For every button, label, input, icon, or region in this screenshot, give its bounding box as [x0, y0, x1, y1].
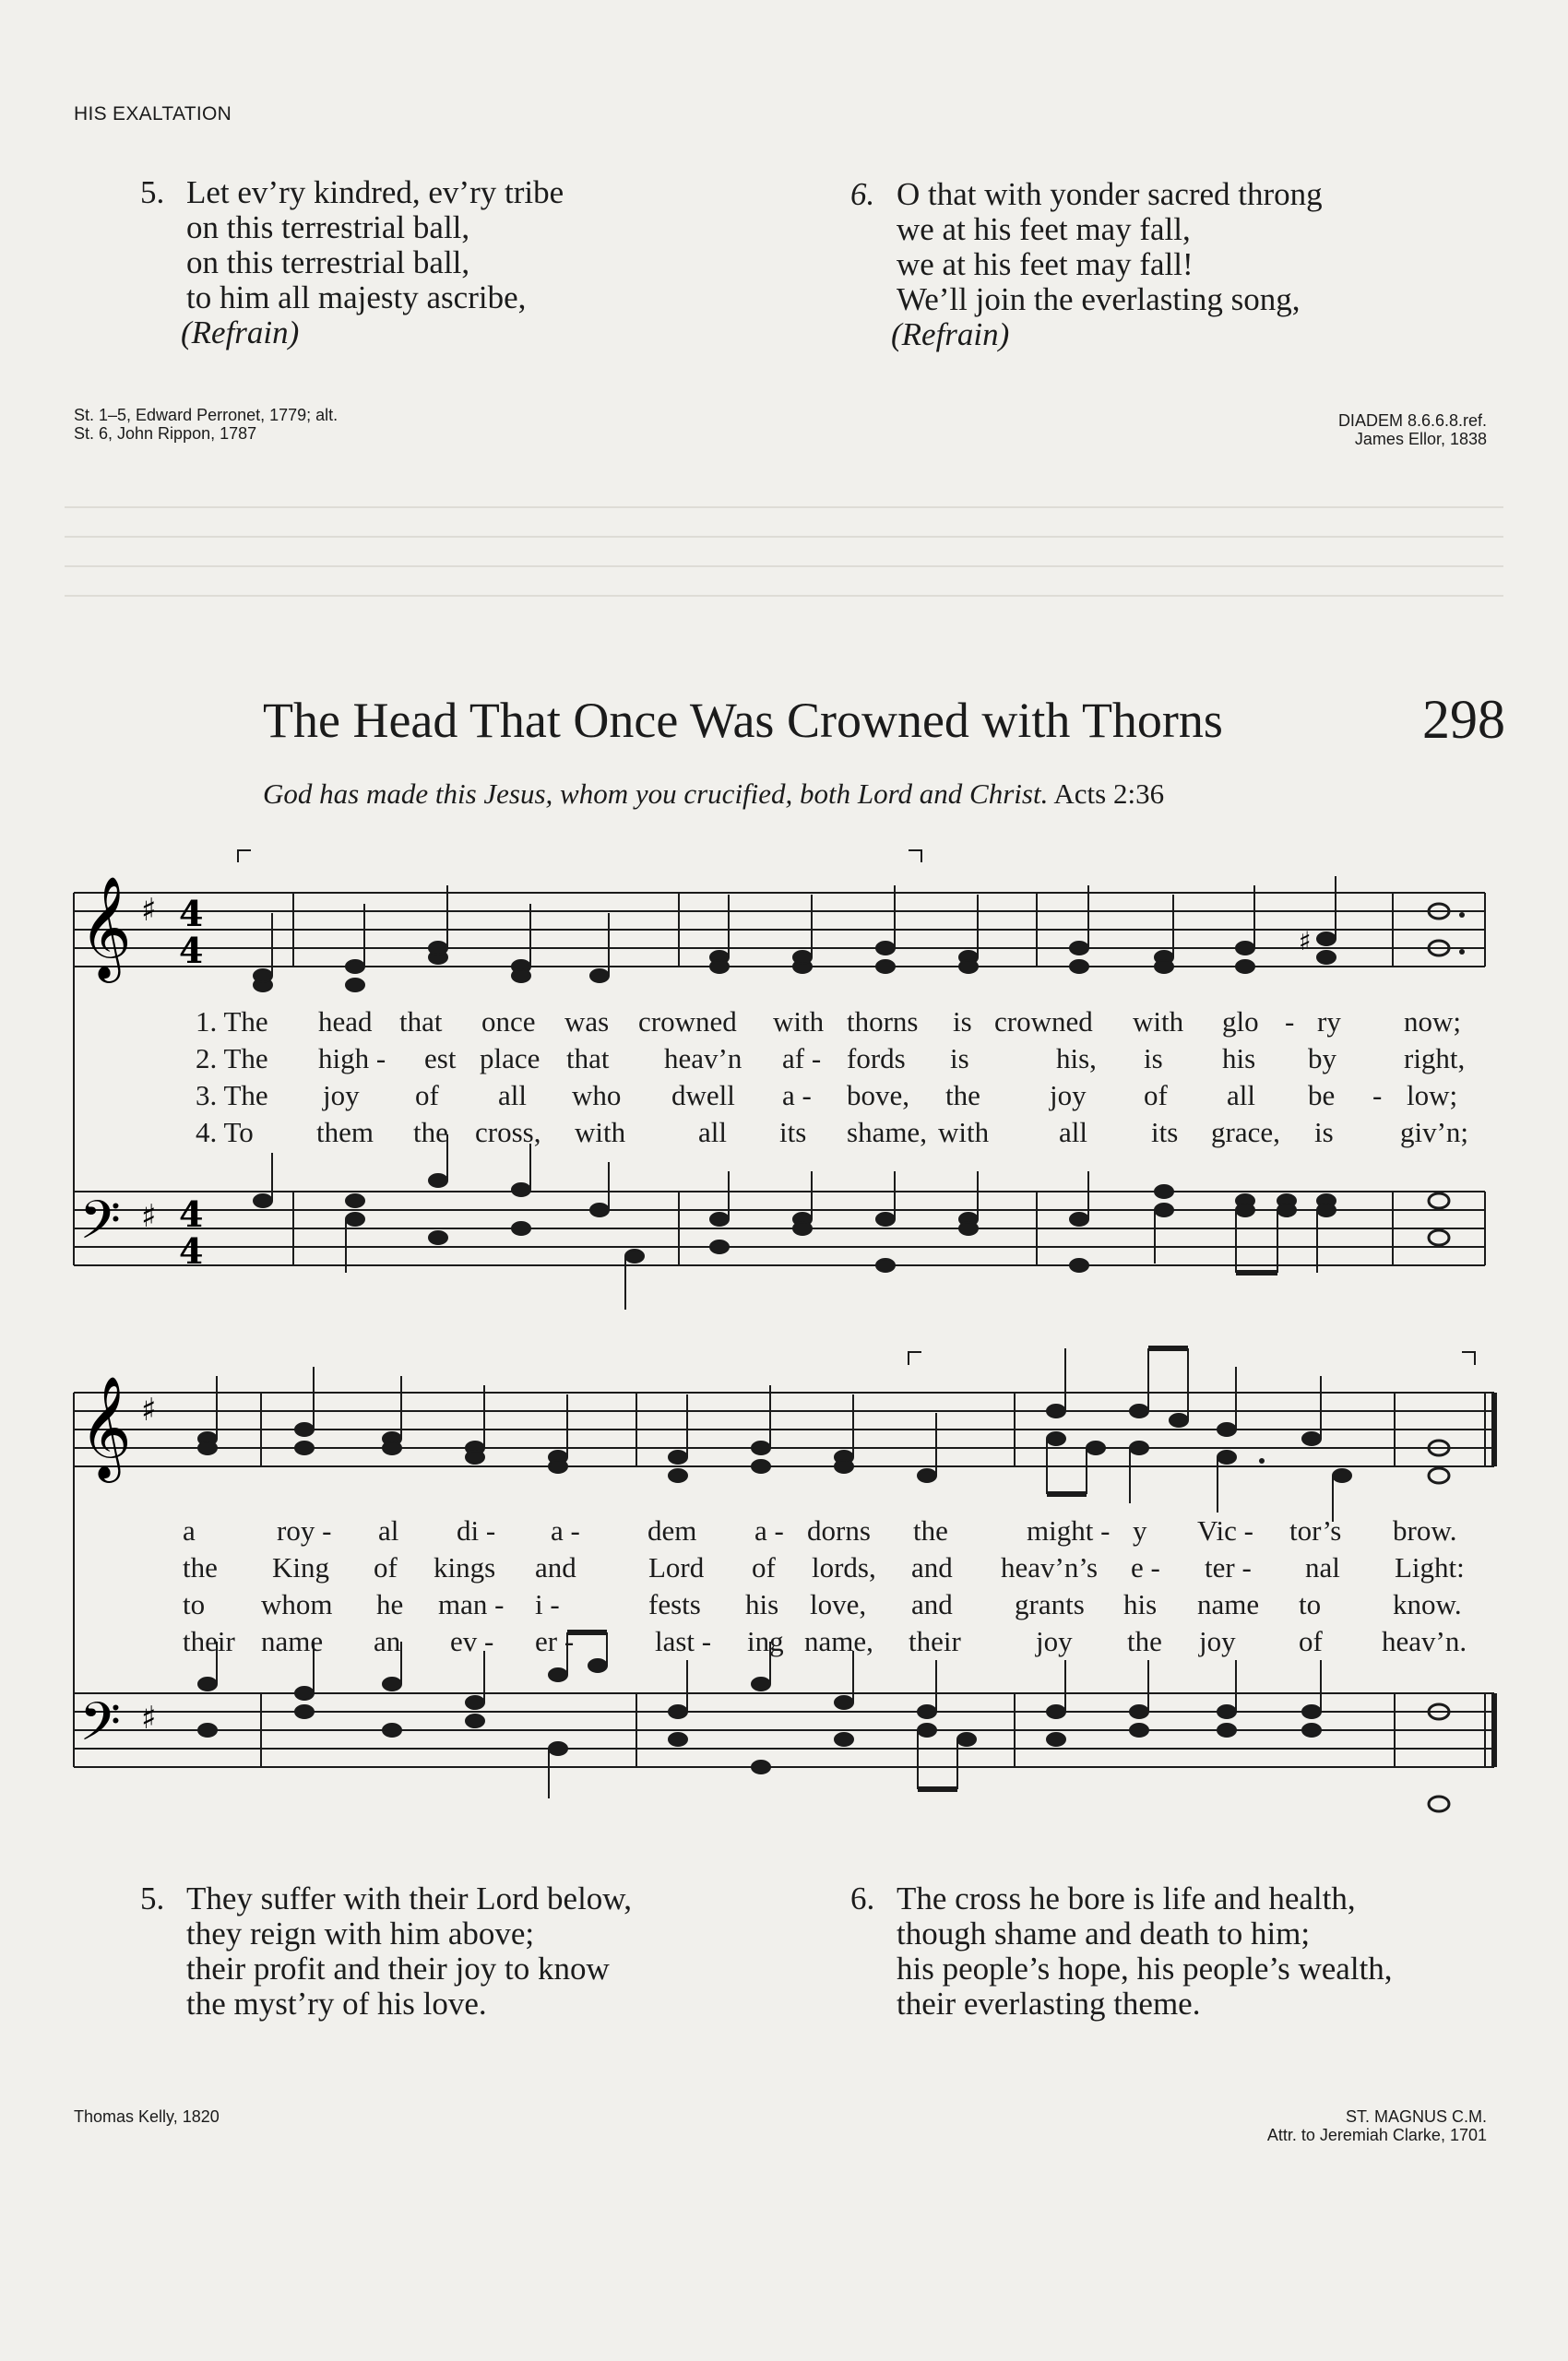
lyric-syllable: of	[752, 1551, 776, 1584]
lyric-syllable: low;	[1407, 1079, 1458, 1111]
sharp-icon: ♯	[1299, 926, 1312, 956]
lyric-syllable: the	[413, 1116, 448, 1148]
lyric-syllable: 1. The	[196, 1005, 268, 1038]
stanza-number: 6.	[850, 1880, 875, 1916]
lyric-syllable: its	[1151, 1116, 1179, 1148]
lyric-syllable: his	[1222, 1042, 1256, 1074]
lyric-syllable: is	[950, 1042, 969, 1074]
lyric-syllable: af -	[782, 1042, 822, 1074]
time-sig-top: 4	[179, 1193, 204, 1235]
lyric-syllable: his	[745, 1588, 779, 1620]
lyric-syllable: place	[480, 1042, 540, 1074]
stanza-line: on this terrestrial ball,	[186, 244, 470, 280]
lyric-syllable: di -	[457, 1514, 496, 1547]
lyric-syllable: with	[1133, 1005, 1184, 1038]
lyric-syllable: once	[481, 1005, 536, 1038]
lyric-syllable: was	[564, 1005, 610, 1038]
lyric-syllable: 4. To	[196, 1116, 254, 1148]
hymn-title: The Head That Once Was Crowned with Thorns	[263, 693, 1223, 748]
lyric-syllable: his,	[1056, 1042, 1097, 1074]
lyric-syllable: to	[183, 1588, 206, 1620]
lyric-syllable: to	[1299, 1588, 1322, 1620]
lyric-syllable: might -	[1027, 1514, 1111, 1547]
stanza-number: 5.	[140, 174, 165, 210]
credit-line: St. 6, John Rippon, 1787	[74, 424, 257, 443]
stanza-line: to him all majesty ascribe,	[186, 279, 527, 315]
lyric-syllable: giv’n;	[1400, 1116, 1469, 1148]
lyrics-line-5	[0, 1514, 1568, 1548]
lyric-syllable: a -	[782, 1079, 812, 1111]
lyric-syllable: kings	[434, 1551, 496, 1584]
lyric-syllable: with	[938, 1116, 990, 1148]
lyric-syllable: his	[1123, 1588, 1158, 1620]
lyric-syllable: the	[183, 1551, 218, 1584]
lyric-syllable: -	[1285, 1005, 1295, 1038]
lyric-syllable: joy	[1199, 1625, 1236, 1657]
stanza-line: their everlasting theme.	[897, 1986, 1201, 2022]
lyric-syllable: crowned	[994, 1005, 1093, 1038]
stanza-line: their profit and their joy to know	[186, 1951, 610, 1987]
lyric-syllable: glo	[1222, 1005, 1259, 1038]
bass-clef-icon: 𝄢	[79, 1189, 122, 1264]
lyric-syllable: name	[1197, 1588, 1260, 1620]
lyrics-line-2	[0, 1042, 1568, 1075]
lyric-syllable: of	[1144, 1079, 1168, 1111]
lyric-syllable: an	[374, 1625, 401, 1657]
lyrics-line-7	[0, 1588, 1568, 1621]
scripture-reference: Acts 2:36	[1053, 777, 1165, 810]
section-header: HIS EXALTATION	[74, 103, 232, 125]
sharp-icon: ♯	[141, 1392, 157, 1429]
scripture-quote: God has made this Jesus, whom you crucified, both Lord and Christ.	[263, 777, 1049, 810]
lyric-syllable: that	[566, 1042, 610, 1074]
lyric-syllable: with	[773, 1005, 825, 1038]
lyric-syllable: right,	[1404, 1042, 1466, 1074]
stanza-line: O that with yonder sacred throng	[897, 176, 1323, 212]
lyric-syllable: joy	[1050, 1079, 1087, 1111]
lyric-syllable: name	[261, 1625, 324, 1657]
lyric-syllable: brow.	[1393, 1514, 1457, 1547]
sharp-icon: ♯	[141, 1700, 157, 1737]
lyric-syllable: bove,	[847, 1079, 910, 1111]
stanza-line: Let ev’ry kindred, ev’ry tribe	[186, 174, 564, 210]
lyric-syllable: the	[1127, 1625, 1162, 1657]
lyric-syllable: a	[183, 1514, 196, 1547]
lyric-syllable: -	[1372, 1079, 1383, 1111]
hymn-stanza-6	[850, 1881, 1496, 2022]
lyric-syllable: ev -	[450, 1625, 494, 1657]
lyric-syllable: Lord	[648, 1551, 705, 1584]
lyrics-line-4	[0, 1116, 1568, 1149]
lyric-syllable: who	[572, 1079, 622, 1111]
lyric-syllable: cross,	[475, 1116, 541, 1148]
lyric-syllable: the	[913, 1514, 948, 1547]
lyric-syllable: 2. The	[196, 1042, 268, 1074]
lyric-syllable: heav’n’s	[1001, 1551, 1099, 1584]
credit-line: Thomas Kelly, 1820	[74, 2107, 220, 2126]
lyric-syllable: al	[378, 1514, 399, 1547]
lyric-syllable: Vic -	[1197, 1514, 1253, 1547]
lyrics-line-1	[0, 1005, 1568, 1038]
lyric-syllable: dem	[647, 1514, 697, 1547]
lyric-syllable: all	[1059, 1116, 1087, 1148]
lyric-syllable: whom	[261, 1588, 333, 1620]
stanza-number: 5.	[140, 1880, 165, 1916]
lyric-syllable: man -	[438, 1588, 505, 1620]
lyric-syllable: grants	[1015, 1588, 1085, 1620]
lyric-syllable: and	[911, 1551, 953, 1584]
refrain-cue: (Refrain)	[891, 316, 1010, 352]
time-sig-bottom: 4	[179, 930, 204, 971]
lyric-syllable: he	[376, 1588, 404, 1620]
stanza-line: though shame and death to him;	[897, 1916, 1311, 1952]
lyric-syllable: e -	[1131, 1551, 1160, 1584]
treble-clef-icon: 𝄞	[79, 875, 132, 979]
lyric-syllable: er -	[535, 1625, 575, 1657]
lyrics-line-6	[0, 1551, 1568, 1584]
lyric-syllable: their	[183, 1625, 235, 1657]
treble-clef-icon: 𝄞	[79, 1375, 132, 1478]
credit-line: DIADEM 8.6.6.8.ref.	[1337, 411, 1487, 430]
lyric-syllable: know.	[1393, 1588, 1462, 1620]
lyric-syllable: ry	[1317, 1005, 1341, 1038]
lyric-syllable: be	[1308, 1079, 1336, 1111]
lyric-syllable: 3. The	[196, 1079, 268, 1111]
bass-clef-icon: 𝄢	[79, 1691, 122, 1766]
lyric-syllable: with	[575, 1116, 626, 1148]
lyric-syllable: dwell	[671, 1079, 735, 1111]
lyrics-line-3	[0, 1079, 1568, 1112]
lyric-syllable: is	[1144, 1042, 1163, 1074]
lyric-syllable: last -	[655, 1625, 712, 1657]
stanza-line: The cross he bore is life and health,	[897, 1880, 1356, 1916]
lyric-syllable: and	[535, 1551, 576, 1584]
lyric-syllable: est	[424, 1042, 457, 1074]
lyric-syllable: tor’s	[1289, 1514, 1342, 1547]
time-sig-bottom: 4	[179, 1230, 204, 1272]
lyric-syllable: ing	[747, 1625, 784, 1657]
lyric-syllable: and	[911, 1588, 953, 1620]
hymn-text-credit	[74, 2107, 220, 2126]
lyric-syllable: grace,	[1211, 1116, 1280, 1148]
lyric-syllable: joy	[323, 1079, 360, 1111]
lyric-syllable: heav’n.	[1382, 1625, 1467, 1657]
lyric-syllable: high -	[318, 1042, 386, 1074]
lyric-syllable: King	[272, 1551, 329, 1584]
lyric-syllable: a -	[551, 1514, 580, 1547]
time-sig-top: 4	[179, 893, 204, 934]
lyric-syllable: all	[498, 1079, 527, 1111]
credit-line: Attr. to Jeremiah Clarke, 1701	[1266, 2126, 1487, 2144]
lyric-syllable: its	[779, 1116, 807, 1148]
lyric-syllable: by	[1308, 1042, 1336, 1074]
lyric-syllable: ter -	[1205, 1551, 1252, 1584]
stanza-line: We’ll join the everlasting song,	[897, 281, 1301, 317]
lyric-syllable: joy	[1036, 1625, 1073, 1657]
phrase-bracket	[238, 850, 921, 862]
stanza-number: 6.	[850, 176, 875, 212]
lyric-syllable: head	[318, 1005, 373, 1038]
lyric-syllable: a -	[754, 1514, 784, 1547]
lyric-syllable: shame,	[847, 1116, 927, 1148]
lyrics-line-8	[0, 1625, 1568, 1658]
lyric-syllable: of	[415, 1079, 439, 1111]
refrain-cue: (Refrain)	[181, 314, 300, 350]
lyric-syllable: lords,	[812, 1551, 876, 1584]
lyric-syllable: their	[909, 1625, 961, 1657]
sharp-icon: ♯	[141, 1198, 157, 1235]
lyric-syllable: roy -	[277, 1514, 332, 1547]
lyric-syllable: love,	[810, 1588, 867, 1620]
lyric-syllable: of	[374, 1551, 398, 1584]
lyric-syllable: the	[945, 1079, 980, 1111]
lyric-syllable: of	[1299, 1625, 1323, 1657]
sharp-icon: ♯	[141, 892, 157, 929]
stanza-line: we at his feet may fall,	[897, 211, 1191, 247]
stanza-line: the myst’ry of his love.	[186, 1986, 487, 2022]
lyric-syllable: fests	[648, 1588, 701, 1620]
credit-line: ST. MAGNUS C.M.	[1345, 2107, 1487, 2126]
stanza-line: we at his feet may fall!	[897, 246, 1194, 282]
lyric-syllable: all	[1227, 1079, 1255, 1111]
treble-staff-1	[74, 875, 1485, 991]
lyric-syllable: that	[399, 1005, 443, 1038]
lyric-syllable: dorns	[807, 1514, 871, 1547]
lyric-syllable: crowned	[638, 1005, 737, 1038]
hymn-stanza-5	[140, 1881, 767, 2022]
hymn-tune-credit	[1267, 2107, 1487, 2144]
lyric-syllable: is	[1314, 1116, 1334, 1148]
hymn-number: 298	[1422, 689, 1505, 750]
lyric-syllable: y	[1133, 1514, 1147, 1547]
stanza-line: they reign with him above;	[186, 1916, 535, 1952]
lyric-syllable: Light:	[1395, 1551, 1465, 1584]
credit-line: St. 1–5, Edward Perronet, 1779; alt.	[74, 406, 339, 424]
lyric-syllable: nal	[1305, 1551, 1340, 1584]
stanza-line: his people’s hope, his people’s wealth,	[897, 1951, 1393, 1987]
credit-line: James Ellor, 1838	[1354, 430, 1487, 448]
lyric-syllable: i -	[535, 1588, 560, 1620]
stanza-line: They suffer with their Lord below,	[186, 1880, 633, 1916]
lyric-syllable: heav’n	[664, 1042, 742, 1074]
lyric-syllable: all	[698, 1116, 727, 1148]
lyric-syllable: thorns	[847, 1005, 919, 1038]
stanza-line: on this terrestrial ball,	[186, 209, 470, 245]
lyric-syllable: now;	[1404, 1005, 1461, 1038]
lyric-syllable: name,	[804, 1625, 873, 1657]
treble-staff-2	[74, 1348, 1494, 1522]
lyric-syllable: is	[953, 1005, 972, 1038]
lyric-syllable: fords	[847, 1042, 906, 1074]
lyric-syllable: them	[316, 1116, 374, 1148]
